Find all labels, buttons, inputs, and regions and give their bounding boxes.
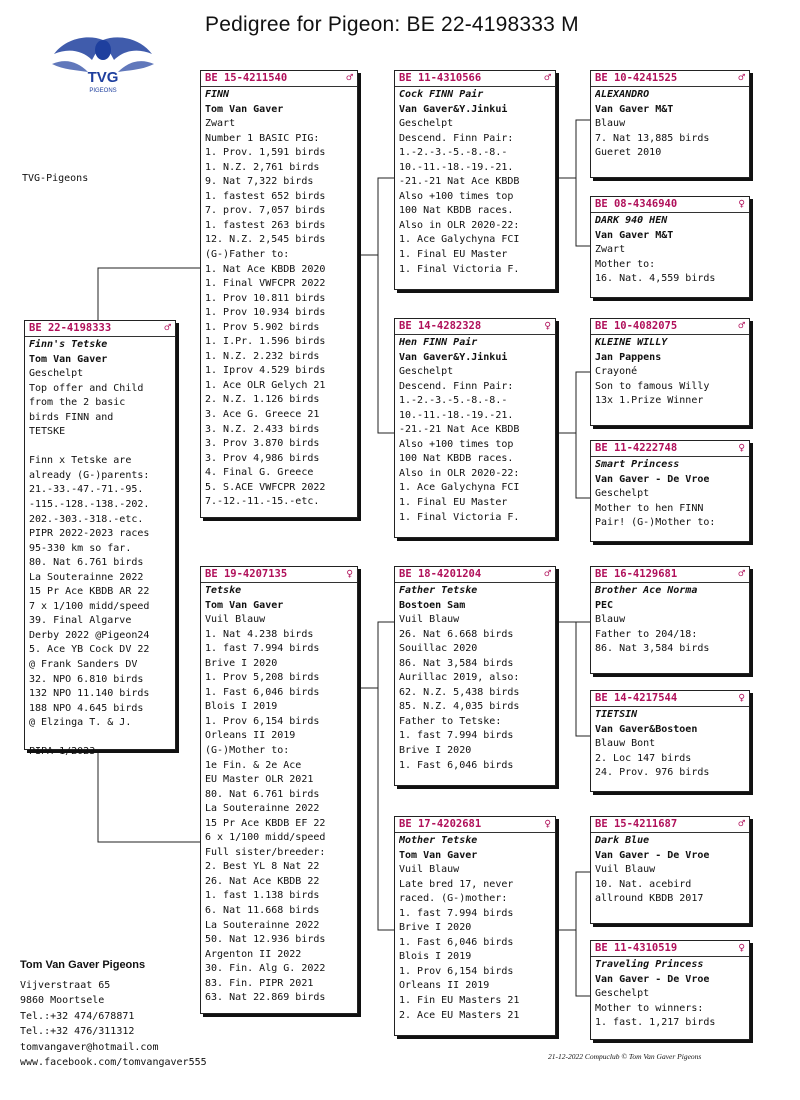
info-line: La Souterainne 2022 xyxy=(205,803,320,815)
info-line: 1. Nat Ace KBDB 2020 xyxy=(205,263,326,275)
info-line: raced. (G-)mother: xyxy=(399,893,508,905)
info-line: Zwart xyxy=(595,244,626,256)
info-line: allround KBDB 2017 xyxy=(595,893,704,905)
pigeon-name: Father Tetske xyxy=(399,585,478,596)
info-line: 1. Fast 6,046 birds xyxy=(205,686,320,698)
pigeon-owner: Tom Van Gaver xyxy=(205,599,284,611)
info-line: 1. Prov 10.934 birds xyxy=(205,307,326,319)
info-line: 1. fast 7.994 birds xyxy=(399,907,514,919)
info-line: tomvangaver@hotmail.com xyxy=(20,1041,159,1053)
info-line: Pair! (G-)Mother to: xyxy=(595,517,716,529)
pigeon-name: Traveling Princess xyxy=(595,959,704,970)
info-line: PIPA 1/2023 xyxy=(29,746,96,758)
info-line: PIPR 2022-2023 races xyxy=(29,528,150,540)
ring-number: BE 19-4207135 xyxy=(205,568,288,581)
female-icon: ♀ xyxy=(738,691,745,705)
info-line: Aurillac 2019, also: xyxy=(399,672,520,684)
info-line: 95-330 km so far. xyxy=(29,542,132,554)
info-line: 2. N.Z. 1.126 birds xyxy=(205,394,320,406)
owner-contact xyxy=(20,958,207,1071)
ring-number: BE 11-4310519 xyxy=(595,942,678,955)
pigeon-owner: Van Gaver&Bostoen xyxy=(595,723,698,735)
female-icon: ♀ xyxy=(738,197,745,211)
info-line: 2. Ace EU Masters 21 xyxy=(399,1009,520,1021)
pigeon-owner: Van Gaver&Y.Jinkui xyxy=(399,103,508,115)
info-line: 100 Nat KBDB races. xyxy=(399,453,514,465)
info-line: Vijverstraat 65 xyxy=(20,979,111,991)
info-line: Blois I 2019 xyxy=(399,951,472,963)
info-line: 1. Ace Galychyna FCI xyxy=(399,482,520,494)
info-line: www.facebook.com/tomvangaver555 xyxy=(20,1057,207,1068)
ring-number: BE 08-4346940 xyxy=(595,198,678,211)
info-line: 10.-11.-18.-19.-21. xyxy=(399,409,514,421)
info-line: 1. Prov 5.902 birds xyxy=(205,321,320,333)
info-line: 13x 1.Prize Winner xyxy=(595,395,704,407)
info-line: 3. N.Z. 2.433 birds xyxy=(205,423,320,435)
info-line: 83. Fin. PIPR 2021 xyxy=(205,977,314,989)
info-line: 7.-12.-11.-15.-etc. xyxy=(205,496,320,508)
info-line: 6 x 1/100 midd/speed xyxy=(205,832,326,844)
info-line: 202.-303.-318.-etc. xyxy=(29,513,144,525)
info-line: 62. N.Z. 5,438 birds xyxy=(399,686,520,698)
info-line: Brive I 2020 xyxy=(205,657,278,669)
pigeon-owner: Jan Pappens xyxy=(595,351,662,363)
info-line: 5. S.ACE VWFCPR 2022 xyxy=(205,481,326,493)
info-line: Geschelpt xyxy=(595,988,650,1000)
info-line: 9860 Moortsele xyxy=(20,995,105,1006)
info-line xyxy=(29,731,171,746)
pigeon-owner: Van Gaver - De Vroe xyxy=(595,473,710,485)
pigeon-name: DARK 940 HEN xyxy=(595,215,668,226)
info-line: 1. N.Z. 2.232 birds xyxy=(205,350,320,362)
info-line: Geschelpt xyxy=(29,368,84,380)
info-line xyxy=(29,440,171,455)
info-line: 1. Prov. 1,591 birds xyxy=(205,147,326,159)
pigeon-owner: PEC xyxy=(595,599,614,611)
card-sire[interactable] xyxy=(200,70,358,518)
info-line: 50. Nat 12.936 birds xyxy=(205,934,326,946)
info-line: Brive I 2020 xyxy=(399,922,472,934)
card-dd-sire[interactable] xyxy=(590,816,750,924)
info-line: Crayoné xyxy=(595,366,638,378)
ring-number: BE 10-4241525 xyxy=(595,72,678,85)
ring-number: BE 14-4282328 xyxy=(399,320,482,333)
card-ds-sire[interactable] xyxy=(590,566,750,674)
info-line: La Souterainne 2022 xyxy=(29,571,144,583)
info-line: Blois I 2019 xyxy=(205,701,278,713)
pigeon-owner: Bostoen Sam xyxy=(399,599,466,611)
info-line: Vuil Blauw xyxy=(205,614,266,626)
info-line: 1. Prov 10.811 birds xyxy=(205,292,326,304)
info-line: 2. Loc 147 birds xyxy=(595,752,692,764)
male-icon: ♂ xyxy=(738,567,745,581)
ring-number: BE 15-4211540 xyxy=(205,72,288,85)
brand-label: TVG-Pigeons xyxy=(22,173,89,184)
info-line: Vuil Blauw xyxy=(399,614,460,626)
info-line: TETSKE xyxy=(29,426,66,438)
card-sd-sire[interactable] xyxy=(590,318,750,426)
info-line: Top offer and Child xyxy=(29,382,144,394)
info-line: 32. NPO 6.810 birds xyxy=(29,673,144,685)
female-icon: ♀ xyxy=(544,817,551,831)
info-line: Mother to: xyxy=(595,258,656,270)
page-title: Pedigree for Pigeon: BE 22-4198333 M xyxy=(205,13,579,36)
info-line: Vuil Blauw xyxy=(399,864,460,876)
info-line: 1. fastest 652 birds xyxy=(205,190,326,202)
info-line: Also +100 times top xyxy=(399,438,514,450)
card-dd-dam[interactable] xyxy=(590,940,750,1040)
info-line: Also in OLR 2020-22: xyxy=(399,219,520,231)
info-line: 1. Fast 6,046 birds xyxy=(399,936,514,948)
info-line: Derby 2022 @Pigeon24 xyxy=(29,629,150,641)
info-line: 15 Pr Ace KBDB EF 22 xyxy=(205,817,326,829)
info-line: 85. N.Z. 4,035 birds xyxy=(399,701,520,713)
pigeon-owner: Van Gaver M&T xyxy=(595,103,674,115)
info-line: 7 x 1/100 midd/speed xyxy=(29,600,150,612)
ring-number: BE 17-4202681 xyxy=(399,818,482,831)
male-icon: ♂ xyxy=(738,817,745,831)
info-line: 1e Fin. & 2e Ace xyxy=(205,759,302,771)
male-icon: ♂ xyxy=(544,567,551,581)
info-line: Mother to hen FINN xyxy=(595,502,704,514)
info-line: La Souterainne 2022 xyxy=(205,919,320,931)
ring-number: BE 16-4129681 xyxy=(595,568,678,581)
pigeon-name: ALEXANDRO xyxy=(595,89,650,100)
info-line: Geschelpt xyxy=(399,118,454,130)
info-line: 1. Iprov 4.529 birds xyxy=(205,365,326,377)
info-line: (G-)Mother to: xyxy=(205,745,290,757)
info-line: (G-)Father to: xyxy=(205,249,290,261)
info-line: 1. Final VWFCPR 2022 xyxy=(205,278,326,290)
info-line: Number 1 BASIC PIG: xyxy=(205,132,320,144)
info-line: Gueret 2010 xyxy=(595,147,662,159)
info-line: 1. Final Victoria F. xyxy=(399,263,520,275)
info-line: Father to Tetske: xyxy=(399,715,502,727)
card-main[interactable] xyxy=(24,320,176,758)
info-line: 80. Nat 6.761 birds xyxy=(205,788,320,800)
pigeon-name: Hen FINN Pair xyxy=(399,337,478,348)
info-line: Tel.:+32 474/678871 xyxy=(20,1010,135,1022)
card-sd-dam[interactable] xyxy=(590,440,750,542)
info-line: Orleans II 2019 xyxy=(205,730,296,742)
pigeon-name: Finn's Tetske xyxy=(29,339,108,350)
pigeon-name: Dark Blue xyxy=(595,835,650,846)
info-line: Son to famous Willy xyxy=(595,380,710,392)
female-icon: ♀ xyxy=(346,567,353,581)
info-line: Geschelpt xyxy=(595,488,650,500)
footer-credit: 21-12-2022 Compuclub © Tom Van Gaver Pigeons xyxy=(548,1052,702,1061)
info-line: 10. Nat. acebird xyxy=(595,878,692,890)
card-sire-sire[interactable] xyxy=(394,70,556,290)
owner-name: Tom Van Gaver Pigeons xyxy=(20,959,146,971)
info-line: 7. prov. 7,057 birds xyxy=(205,205,326,217)
card-sire-dam[interactable] xyxy=(394,318,556,538)
pigeon-name: Tetske xyxy=(205,585,242,596)
info-line: Full sister/breeder: xyxy=(205,846,326,858)
svg-text:PIGEONS: PIGEONS xyxy=(89,88,117,94)
info-line: 1. fast. 1,217 birds xyxy=(595,1017,716,1029)
info-line: Also +100 times top xyxy=(399,190,514,202)
info-line: 3. Prov 3.870 birds xyxy=(205,438,320,450)
info-line: Geschelpt xyxy=(399,366,454,378)
info-line: from the 2 basic xyxy=(29,397,126,409)
info-line: @ Elzinga T. & J. xyxy=(29,717,132,729)
female-icon: ♀ xyxy=(544,319,551,333)
info-line: 1. Final EU Master xyxy=(399,249,508,261)
info-line: 1. Prov 6,154 birds xyxy=(399,965,514,977)
info-line: Descend. Finn Pair: xyxy=(399,132,514,144)
info-line: 39. Final Algarve xyxy=(29,615,132,627)
info-line: Also in OLR 2020-22: xyxy=(399,467,520,479)
info-line: Orleans II 2019 xyxy=(399,980,490,992)
info-line: EU Master OLR 2021 xyxy=(205,774,314,786)
info-line: -21.-21 Nat Ace KBDB xyxy=(399,424,520,436)
info-line: 1. Prov 6,154 birds xyxy=(205,715,320,727)
pigeon-name: Mother Tetske xyxy=(399,835,478,846)
info-line: 16. Nat. 4,559 birds xyxy=(595,273,716,285)
info-line: 26. Nat Ace KBDB 22 xyxy=(205,875,320,887)
ring-number: BE 18-4201204 xyxy=(399,568,482,581)
info-line: 132 NPO 11.140 birds xyxy=(29,688,150,700)
pigeon-owner: Tom Van Gaver xyxy=(29,353,108,365)
info-line: already (G-)parents: xyxy=(29,469,150,481)
pigeon-name: KLEINE WILLY xyxy=(595,337,668,348)
card-dam-dam[interactable] xyxy=(394,816,556,1036)
info-line: 1. Ace OLR Gelych 21 xyxy=(205,379,326,391)
info-line: 1. Fast 6,046 birds xyxy=(399,759,514,771)
card-ss-sire[interactable] xyxy=(590,70,750,178)
info-line: 1. Ace Galychyna FCI xyxy=(399,234,520,246)
info-line: 1. fast 7.994 birds xyxy=(205,643,320,655)
info-line: 1. Nat 4.238 birds xyxy=(205,628,314,640)
pigeon-name: FINN xyxy=(205,89,230,100)
info-line: birds FINN and xyxy=(29,411,114,423)
info-line: 1. fast 7.994 birds xyxy=(399,730,514,742)
male-icon: ♂ xyxy=(544,71,551,85)
info-line: 12. N.Z. 2,545 birds xyxy=(205,234,326,246)
info-line: Blauw Bont xyxy=(595,738,656,750)
info-line: Late bred 17, never xyxy=(399,878,514,890)
info-line: 1. fast 1.138 birds xyxy=(205,890,320,902)
info-line: 1. Final Victoria F. xyxy=(399,511,520,523)
female-icon: ♀ xyxy=(738,441,745,455)
info-line: 3. Prov 4,986 birds xyxy=(205,452,320,464)
card-ds-dam[interactable] xyxy=(590,690,750,792)
info-line: 1. I.Pr. 1.596 birds xyxy=(205,336,326,348)
info-line: Tel.:+32 476/311312 xyxy=(20,1026,135,1037)
male-icon: ♂ xyxy=(164,321,171,335)
info-line: 1. Fin EU Masters 21 xyxy=(399,995,520,1007)
pigeon-name: Cock FINN Pair xyxy=(399,89,484,100)
info-line: 4. Final G. Greece xyxy=(205,467,314,479)
info-line: 1. N.Z. 2,761 birds xyxy=(205,161,320,173)
ring-number: BE 11-4310566 xyxy=(399,72,482,85)
pigeon-name: Brother Ace Norma xyxy=(595,585,698,596)
info-line: 5. Ace YB Cock DV 22 xyxy=(29,644,150,656)
info-line: 10.-11.-18.-19.-21. xyxy=(399,161,514,173)
info-line: Descend. Finn Pair: xyxy=(399,380,514,392)
info-line: Father to 204/18: xyxy=(595,628,698,640)
info-line: 1. fastest 263 birds xyxy=(205,219,326,231)
info-line: Brive I 2020 xyxy=(399,745,472,757)
info-line: Argenton II 2022 xyxy=(205,948,302,960)
info-line: Finn x Tetske are xyxy=(29,455,132,467)
info-line: 100 Nat KBDB races. xyxy=(399,205,514,217)
info-line: 26. Nat 6.668 birds xyxy=(399,628,514,640)
info-line: 1.-2.-3.-5.-8.-8.- xyxy=(399,147,508,159)
info-line: 3. Ace G. Greece 21 xyxy=(205,409,320,421)
pigeon-name: Smart Princess xyxy=(595,459,680,470)
info-line: Blauw xyxy=(595,614,626,626)
ring-number: BE 22-4198333 xyxy=(29,322,112,335)
info-line: 80. Nat 6.761 birds xyxy=(29,557,144,569)
info-line: 188 NPO 4.645 birds xyxy=(29,702,144,714)
info-line: 30. Fin. Alg G. 2022 xyxy=(205,963,326,975)
info-line: 9. Nat 7,322 birds xyxy=(205,176,314,188)
info-line: 1.-2.-3.-5.-8.-8.- xyxy=(399,395,508,407)
info-line: Mother to winners: xyxy=(595,1002,704,1014)
ring-number: BE 14-4217544 xyxy=(595,692,678,705)
info-line: 1. Prov 5,208 birds xyxy=(205,672,320,684)
info-line: 2. Best YL 8 Nat 22 xyxy=(205,861,320,873)
pigeon-owner: Tom Van Gaver xyxy=(205,103,284,115)
pigeon-owner: Van Gaver&Y.Jinkui xyxy=(399,351,508,363)
female-icon: ♀ xyxy=(738,941,745,955)
ring-number: BE 11-4222748 xyxy=(595,442,678,455)
pigeon-owner: Van Gaver M&T xyxy=(595,229,674,241)
info-line: 6. Nat 11.668 birds xyxy=(205,905,320,917)
info-line: Blauw xyxy=(595,118,626,130)
pigeon-owner: Van Gaver - De Vroe xyxy=(595,973,710,985)
male-icon: ♂ xyxy=(346,71,353,85)
info-line: 86. Nat 3,584 birds xyxy=(399,657,514,669)
ring-number: BE 10-4082075 xyxy=(595,320,678,333)
info-line: 7. Nat 13,885 birds xyxy=(595,132,710,144)
info-line: 24. Prov. 976 birds xyxy=(595,767,710,779)
info-line: Vuil Blauw xyxy=(595,864,656,876)
info-line: 86. Nat 3,584 birds xyxy=(595,643,710,655)
info-line: Souillac 2020 xyxy=(399,643,478,655)
male-icon: ♂ xyxy=(738,319,745,333)
pigeon-owner: Tom Van Gaver xyxy=(399,849,478,861)
info-line: Zwart xyxy=(205,118,236,130)
ring-number: BE 15-4211687 xyxy=(595,818,678,831)
info-line: 21.-33.-47.-71.-95. xyxy=(29,484,144,496)
info-line: @ Frank Sanders DV xyxy=(29,659,138,671)
info-line: 15 Pr Ace KBDB AR 22 xyxy=(29,586,150,598)
card-dam-sire[interactable] xyxy=(394,566,556,786)
info-line: -21.-21 Nat Ace KBDB xyxy=(399,176,520,188)
card-dam[interactable] xyxy=(200,566,358,1014)
pigeon-owner: Van Gaver - De Vroe xyxy=(595,849,710,861)
male-icon: ♂ xyxy=(738,71,745,85)
card-ss-dam[interactable] xyxy=(590,196,750,298)
info-line: 63. Nat 22.869 birds xyxy=(205,992,326,1004)
pigeon-name: TIETSIN xyxy=(595,709,638,720)
info-line: 1. Final EU Master xyxy=(399,497,508,509)
logo-text: TVG xyxy=(87,69,119,86)
info-line: -115.-128.-138.-202. xyxy=(29,499,150,511)
